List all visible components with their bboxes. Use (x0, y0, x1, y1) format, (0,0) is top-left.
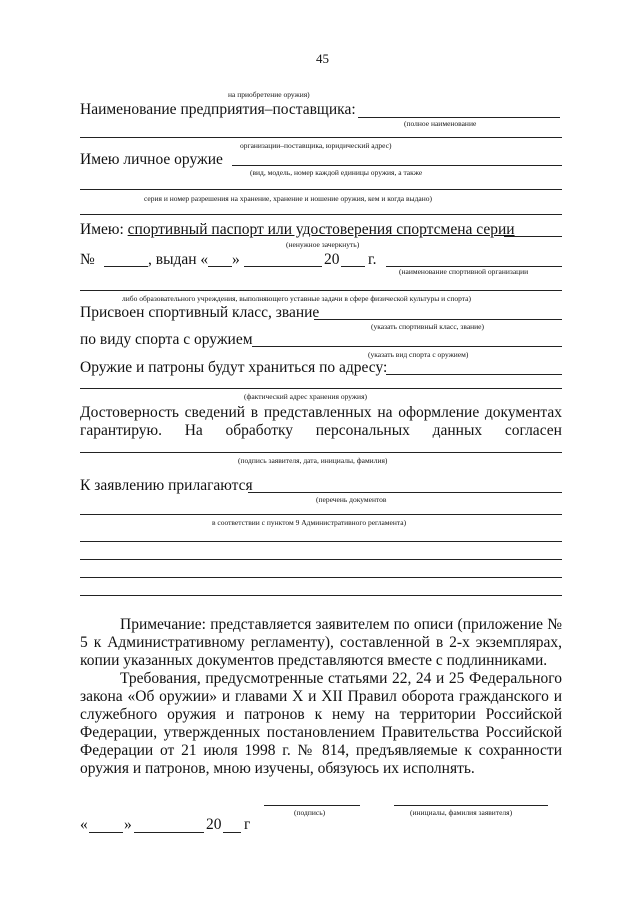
purchase-caption: на приобретение оружия) (228, 90, 310, 99)
attached-field-line-3[interactable] (80, 541, 562, 542)
supplier-caption-2: организации–поставщика, юридический адрес) (240, 141, 392, 150)
requirements-paragraph: Требования, предусмотренные статьями 22, 24 и 25 Федерального закона «Об оружии» и главами X и XII Правил оборота гражданского и служебного оружия и патронов к нему на территории Российской Федерации, утвержденных постановлением Правительства Российской Федерации от 21 июля 1998 г. № 814, предъявляемые к сохранности оружия и патронов, мною изучены, обязуюсь их исполнять. (80, 670, 562, 777)
class-field-line[interactable] (314, 319, 562, 320)
storage-caption: (фактический адрес хранения оружия) (244, 392, 368, 401)
personal-weapon-caption-1: (вид, модель, номер каждой единицы оружия, а также (250, 168, 423, 177)
regulation-caption: в соответствии с пунктом 9 Административного регламента) (212, 518, 407, 527)
supplier-caption-1: (полное наименование (404, 119, 477, 128)
date-open: « (80, 816, 88, 833)
page-number: 45 (316, 51, 329, 66)
class-caption: (указать спортивный класс, звание) (371, 322, 485, 331)
class-label: Присвоен спортивный класс, звание (80, 304, 320, 321)
reliability-word-2: На (184, 422, 203, 439)
sign-caption: (подпись) (294, 808, 326, 817)
note-paragraph: Примечание: представляется заявителем по описи (приложение № 5 к Административному регламенту), составленной в 2-х экземплярах, копии указанных документов представляются вместе с подлинниками. (80, 616, 562, 669)
reliability-line-1: Достоверность сведений в представленных на оформление документах (80, 404, 562, 421)
signature-caption: (подпись заявителя, дата, инициалы, фамилия) (238, 456, 388, 465)
reliability-word-5: данных (432, 422, 483, 439)
attached-field-line-6[interactable] (80, 595, 562, 596)
number-prefix: № (80, 251, 95, 268)
personal-weapon-field-line[interactable] (232, 165, 562, 166)
year-field-line[interactable] (341, 266, 365, 267)
month-field-line[interactable] (244, 266, 322, 267)
date-day-field-line[interactable] (89, 832, 123, 833)
number-field-line[interactable] (104, 266, 148, 267)
sport-org-caption: (наименование спортивной организации (399, 267, 529, 276)
sport-caption: (указать вид спорта с оружием) (368, 350, 469, 359)
storage-field-line-2[interactable] (80, 388, 562, 389)
attached-label: К заявлению прилагаются (80, 477, 253, 494)
supplier-field-line-2[interactable] (80, 137, 562, 138)
sport-org-field-line-2[interactable] (80, 290, 562, 291)
have-value: спортивный паспорт или удостоверения спортсмена серии (127, 221, 515, 238)
have-caption: (ненужное зачеркнуть) (286, 240, 360, 249)
day-field-line[interactable] (208, 266, 232, 267)
date-suffix: г (244, 816, 251, 833)
personal-weapon-field-line-2[interactable] (80, 189, 562, 190)
initials-field-line[interactable] (394, 805, 548, 806)
date-year: 20 (206, 816, 222, 833)
year-prefix: 20 (324, 251, 340, 268)
attached-field-line[interactable] (248, 492, 562, 493)
reliability-word-6: согласен (504, 422, 562, 439)
personal-weapon-field-line-3[interactable] (80, 214, 562, 215)
attached-field-line-5[interactable] (80, 577, 562, 578)
attached-field-line-2[interactable] (80, 514, 562, 515)
reliability-line-2 (80, 422, 562, 440)
personal-weapon-caption-2: серия и номер разрешения на хранение, хранение и ношение оружия, кем и когда выдано) (144, 194, 432, 203)
quote-close: » (232, 251, 240, 268)
personal-weapon-label: Имею личное оружие (80, 151, 223, 168)
date-month-field-line[interactable] (134, 832, 204, 833)
edu-caption: либо образовательного учреждения, выполняющего уставные задачи в сфере физической культуры и спорта) (122, 294, 471, 303)
supplier-label: Наименование предприятия–поставщика: (80, 101, 356, 118)
date-year-field-line[interactable] (223, 832, 241, 833)
date-close: » (124, 816, 132, 833)
supplier-field-line[interactable] (358, 117, 560, 118)
sport-field-line[interactable] (252, 346, 562, 347)
reliability-word-4: персональных (315, 422, 410, 439)
issued-text: , выдан « (148, 251, 209, 268)
year-suffix: г. (368, 251, 377, 268)
series-field-line[interactable] (504, 236, 562, 237)
attached-field-line-4[interactable] (80, 559, 562, 560)
storage-label: Оружие и патроны будут храниться по адресу: (80, 359, 388, 376)
attached-caption: (перечень документов (316, 495, 387, 504)
storage-field-line[interactable] (386, 374, 562, 375)
have-label: Имею: (80, 221, 124, 238)
reliability-word-3: обработку (225, 422, 294, 439)
sign-field-line[interactable] (264, 805, 360, 806)
reliability-word-1: гарантирую. (80, 422, 162, 439)
have-line (80, 221, 515, 239)
signature-field-line[interactable] (80, 452, 562, 453)
sport-label: по виду спорта с оружием (80, 331, 253, 348)
initials-caption: (инициалы, фамилия заявителя) (410, 808, 513, 817)
